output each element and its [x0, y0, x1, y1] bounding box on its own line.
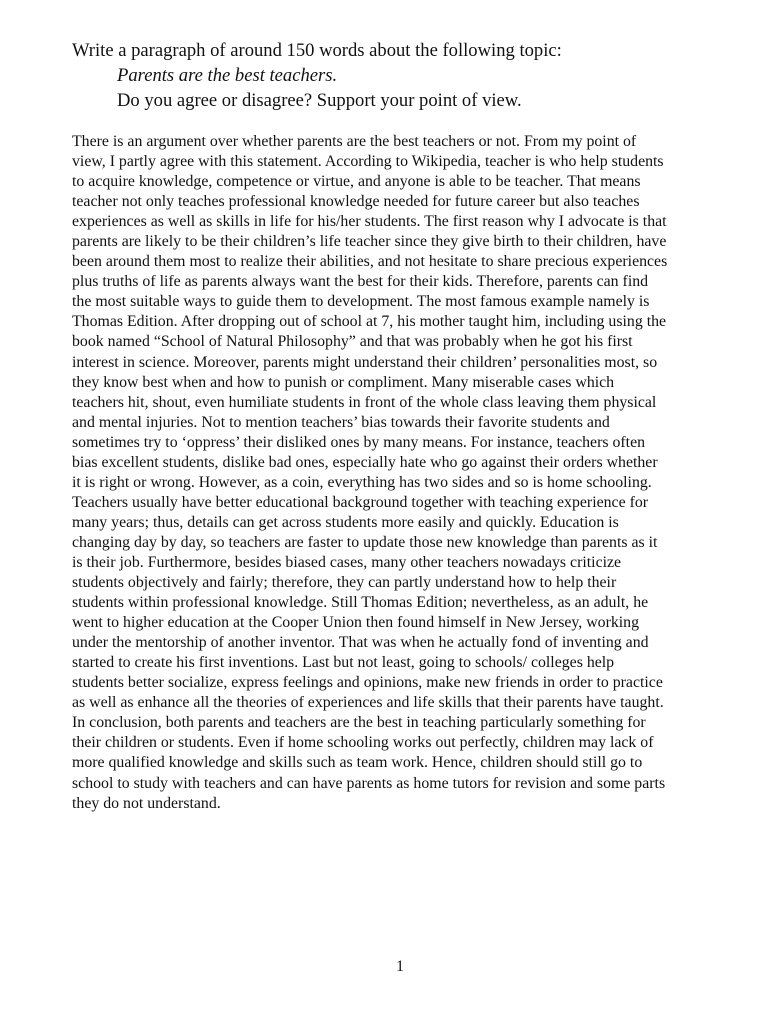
essay-line: more qualified knowledge and skills such as team work. Hence, children should still go to	[72, 754, 643, 772]
essay-line: started to create his first inventions. Last but not least, going to schools/ colleges help	[72, 654, 615, 672]
essay-line: Thomas Edition. After dropping out of school at 7, his mother taught him, including using the	[72, 313, 667, 331]
essay-line: experiences as well as skills in life for his/her students. The first reason why I advocate is that	[72, 213, 667, 231]
essay-line: they do not understand.	[72, 794, 221, 812]
essay-line: view, I partly agree with this statement. According to Wikipedia, teacher is who help students	[72, 153, 664, 171]
essay-line: school to study with teachers and can have parents as home tutors for revision and some parts	[72, 774, 666, 792]
essay-line: sometimes try to ‘oppress’ their disliked ones by many means. For instance, teachers often	[72, 433, 646, 451]
essay-paragraph	[72, 132, 712, 814]
essay-line: interest in science. Moreover, parents might understand their children’ personalities most, so	[72, 353, 658, 371]
essay-line: plus truths of life as parents always want the best for their kids. Therefore, parents can find	[72, 273, 649, 291]
essay-line: students within professional knowledge. Still Thomas Edition; nevertheless, as an adult, he	[72, 594, 649, 612]
essay-line: changing day by day, so teachers are faster to update those new knowledge than parents as it	[72, 533, 658, 551]
essay-line: book named “School of Natural Philosophy” and that was probably when he got his first	[72, 333, 633, 351]
essay-line: bias excellent students, dislike bad ones, especially hate who go against their orders whether	[72, 453, 658, 471]
page-number: 1	[396, 958, 404, 975]
essay-line: under the mentorship of another inventor. That was when he actually fond of inventing and	[72, 634, 649, 652]
essay-line: and mental injuries. Not to mention teachers’ bias towards their favorite students and	[72, 413, 610, 431]
essay-line: is their job. Furthermore, besides biased cases, many other teachers nowadays criticize	[72, 553, 622, 571]
essay-line: many years; thus, details can get across students more easily and quickly. Education is	[72, 513, 619, 531]
essay-line: students better socialize, express feelings and opinions, make new friends in order to practice	[72, 674, 663, 692]
essay-line: students objectively and fairly; therefore, they can partly understand how to help their	[72, 574, 617, 592]
essay-line: to acquire knowledge, competence or virtue, and anyone is able to be teacher. That means	[72, 173, 641, 191]
prompt-instruction: Write a paragraph of around 150 words about the following topic:	[72, 40, 562, 61]
prompt-question: Do you agree or disagree? Support your point of view.	[117, 90, 522, 111]
essay-line: the most suitable ways to guide them to development. The most famous example namely is	[72, 293, 650, 311]
essay-line: There is an argument over whether parents are the best teachers or not. From my point of	[72, 133, 637, 150]
essay-line: In conclusion, both parents and teachers are the best in teaching particularly something for	[72, 714, 646, 732]
essay-line: parents are likely to be their children’s life teacher since they give birth to their children, have	[72, 233, 667, 251]
prompt-topic: Parents are the best teachers.	[117, 65, 338, 86]
essay-line: it is right or wrong. However, as a coin, everything has two sides and so is home schooling.	[72, 473, 652, 491]
essay-line: teachers hit, shout, even humiliate students in front of the whole class leaving them physical	[72, 393, 657, 411]
essay-line: Teachers usually have better educational background together with teaching experience for	[72, 493, 649, 511]
writing-prompt	[72, 38, 712, 113]
essay-line: teacher not only teaches professional knowledge needed for future career but also teaches	[72, 193, 640, 211]
essay-line: went to higher education at the Cooper Union then found himself in New Jersey, working	[72, 614, 640, 632]
essay-line: their children or students. Even if home schooling works out perfectly, children may lack of	[72, 734, 654, 752]
essay-line: they know best when and how to punish or compliment. Many miserable cases which	[72, 373, 615, 391]
essay-line: been around them most to realize their abilities, and not hesitate to share precious experiences	[72, 253, 668, 271]
essay-line: as well as enhance all the theories of experiences and life skills that their parents have taught.	[72, 694, 664, 712]
